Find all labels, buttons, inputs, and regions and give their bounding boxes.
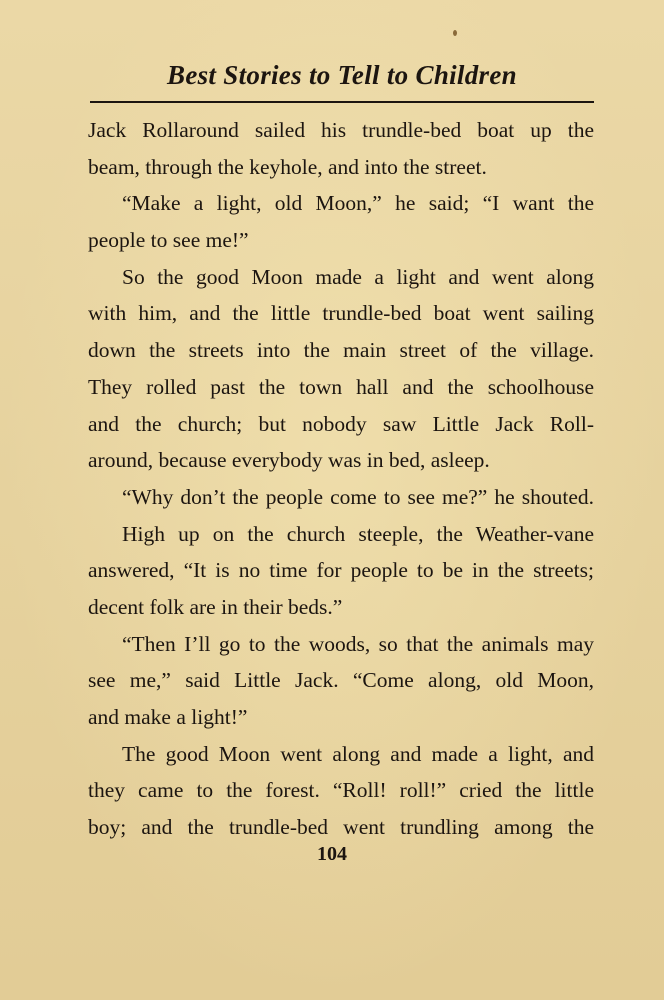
text-line: boy; and the trundle-bed went trundling among the: [88, 815, 594, 840]
text-line: they came to the forest. “Roll! roll!” cried the little: [88, 778, 594, 803]
text-line: The good Moon went along and made a light, and: [122, 741, 594, 766]
text-line: with him, and the little trundle-bed boat went sailing: [88, 301, 594, 326]
text-line: and make a light!”: [88, 705, 248, 729]
text-line: “Then I’ll go to the woods, so that the animals may: [122, 631, 594, 656]
text-line: answered, “It is no time for people to be in the streets;: [88, 558, 594, 583]
text-line: Jack Rollaround sailed his trundle-bed boat up the: [88, 118, 594, 142]
running-title: Best Stories to Tell to Children: [167, 60, 517, 90]
header-rule: [90, 101, 594, 103]
text-line: and the church; but nobody saw Little Jack Roll-: [88, 411, 594, 436]
text-line: decent folk are in their beds.”: [88, 594, 343, 619]
text-line: “Make a light, old Moon,” he said; “I want the: [122, 191, 594, 216]
text-line: beam, through the keyhole, and into the street.: [88, 154, 487, 179]
text-line: around, because everybody was in bed, asleep.: [88, 448, 490, 473]
page-number: 104: [317, 843, 347, 865]
text-line: They rolled past the town hall and the schoolhouse: [88, 374, 594, 399]
text-line: people to see me!”: [88, 228, 249, 253]
paper-speck: [453, 30, 457, 36]
text-line: High up on the church steeple, the Weather-vane: [122, 521, 594, 546]
text-line: see me,” said Little Jack. “Come along, old Moon,: [88, 668, 594, 693]
text-line: down the streets into the main street of the village.: [88, 338, 594, 363]
text-line: So the good Moon made a light and went along: [122, 264, 594, 289]
text-line: “Why don’t the people come to see me?” he shouted.: [122, 484, 594, 509]
story-text: [88, 112, 594, 846]
